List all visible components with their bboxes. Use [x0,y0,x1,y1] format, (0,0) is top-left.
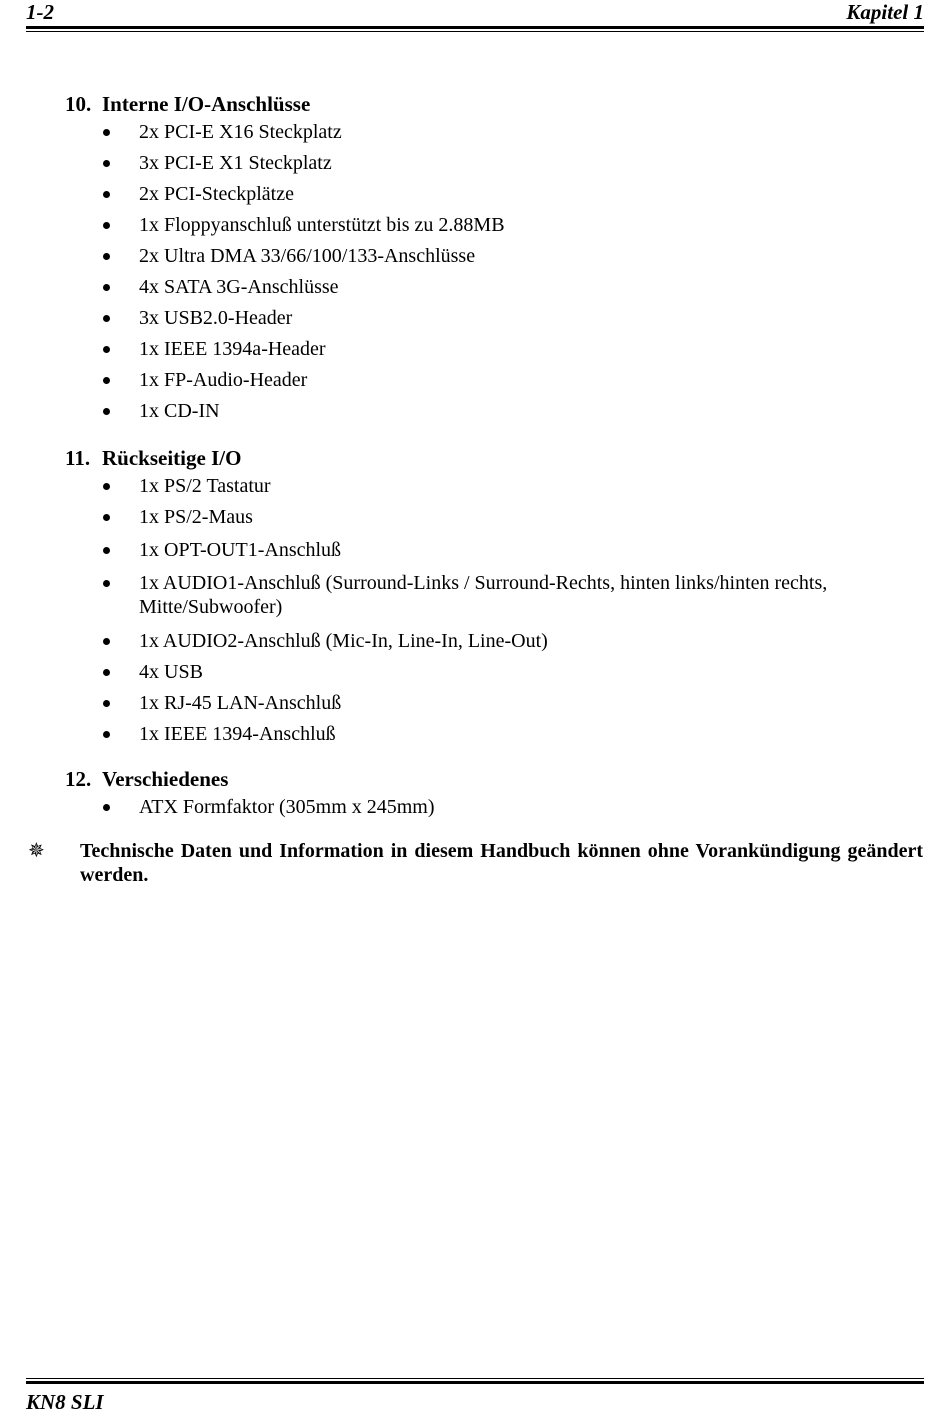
bullet-icon [103,284,110,291]
item-text: 1x IEEE 1394-Anschluß [139,723,336,745]
list-item [65,337,922,368]
item-text: 1x CD-IN [139,400,220,422]
footer-rule-thin [26,1378,924,1379]
item-text: 1x FP-Audio-Header [139,369,308,391]
list-item [65,505,922,538]
list-item [65,368,922,399]
list-item [65,151,922,182]
list-item [65,660,922,691]
bullet-icon [103,129,110,136]
list-item [65,399,922,430]
list-item [65,629,922,660]
section-heading: Interne I/O-Anschlüsse [102,92,311,116]
section-rear-io [65,442,922,753]
item-text: ATX Formfaktor (305mm x 245mm) [139,796,435,818]
item-text: 1x AUDIO2-Anschluß (Mic-In, Line-In, Line-Out) [139,630,548,652]
item-text: 1x OPT-OUT1-Anschluß [139,539,342,561]
asterisk-icon: ✵ [28,840,45,862]
item-text: 3x PCI-E X1 Steckplatz [139,152,332,174]
item-text: 1x PS/2 Tastatur [139,475,271,497]
note-block [0,839,950,887]
bullet-icon [103,191,110,198]
list-item [65,571,922,629]
bullet-icon [103,580,110,587]
item-text: 3x USB2.0-Header [139,307,293,329]
item-text: 4x SATA 3G-Anschlüsse [139,276,339,298]
list-item [65,538,922,571]
chapter-label: Kapitel 1 [846,0,924,24]
page-header [26,0,924,36]
section-misc [65,763,922,826]
bullet-icon [103,700,110,707]
item-list [65,474,922,753]
section-title [65,442,922,474]
item-text: 1x Floppyanschluß unterstützt bis zu 2.88MB [139,214,505,236]
item-list [65,795,922,826]
section-number: 12. [65,767,92,791]
item-text: 4x USB [139,661,203,683]
section-number: 10. [65,92,92,116]
bullet-icon [103,669,110,676]
list-item [65,474,922,505]
section-heading: Verschiedenes [102,767,229,791]
bullet-icon [103,346,110,353]
section-title [65,763,922,795]
bullet-icon [103,514,110,521]
page-number: 1-2 [26,0,54,24]
bullet-icon [103,315,110,322]
bullet-icon [103,804,110,811]
bullet-icon [103,377,110,384]
header-rule-thin [26,31,924,32]
item-text: 1x RJ-45 LAN-Anschluß [139,692,342,714]
bullet-icon [103,408,110,415]
bullet-icon [103,483,110,490]
section-heading: Rückseitige I/O [102,446,242,470]
list-item [65,691,922,722]
bullet-icon [103,638,110,645]
list-item [65,306,922,337]
bullet-icon [103,547,110,554]
list-item [65,182,922,213]
page-content [0,88,950,826]
list-item [65,795,922,826]
item-text: 1x PS/2-Maus [139,506,253,528]
bullet-icon [103,253,110,260]
section-number: 11. [65,446,91,470]
header-rule-thick [26,26,924,29]
list-item [65,722,922,753]
bullet-icon [103,160,110,167]
bullet-icon [103,222,110,229]
item-text: 2x PCI-Steckplätze [139,183,294,205]
item-list [65,120,922,430]
list-item [65,213,922,244]
bullet-icon [103,731,110,738]
page-footer [26,1378,924,1414]
item-text: 1x IEEE 1394a-Header [139,338,326,360]
section-internal-io [65,88,922,430]
section-title [65,88,922,120]
product-name: KN8 SLI [26,1390,104,1414]
list-item [65,120,922,151]
list-item [65,244,922,275]
item-text: 2x PCI-E X16 Steckplatz [139,121,342,143]
item-text: 2x Ultra DMA 33/66/100/133-Anschlüsse [139,245,476,267]
note-text: Technische Daten und Information in diesem Handbuch können ohne Vorankündigung geändert werden. [80,840,923,886]
item-text: 1x AUDIO1-Anschluß (Surround-Links / Surround-Rechts, hinten links/hinten rechts, Mitte/Subwoofer) [139,572,828,618]
list-item [65,275,922,306]
footer-rule-thick [26,1381,924,1384]
